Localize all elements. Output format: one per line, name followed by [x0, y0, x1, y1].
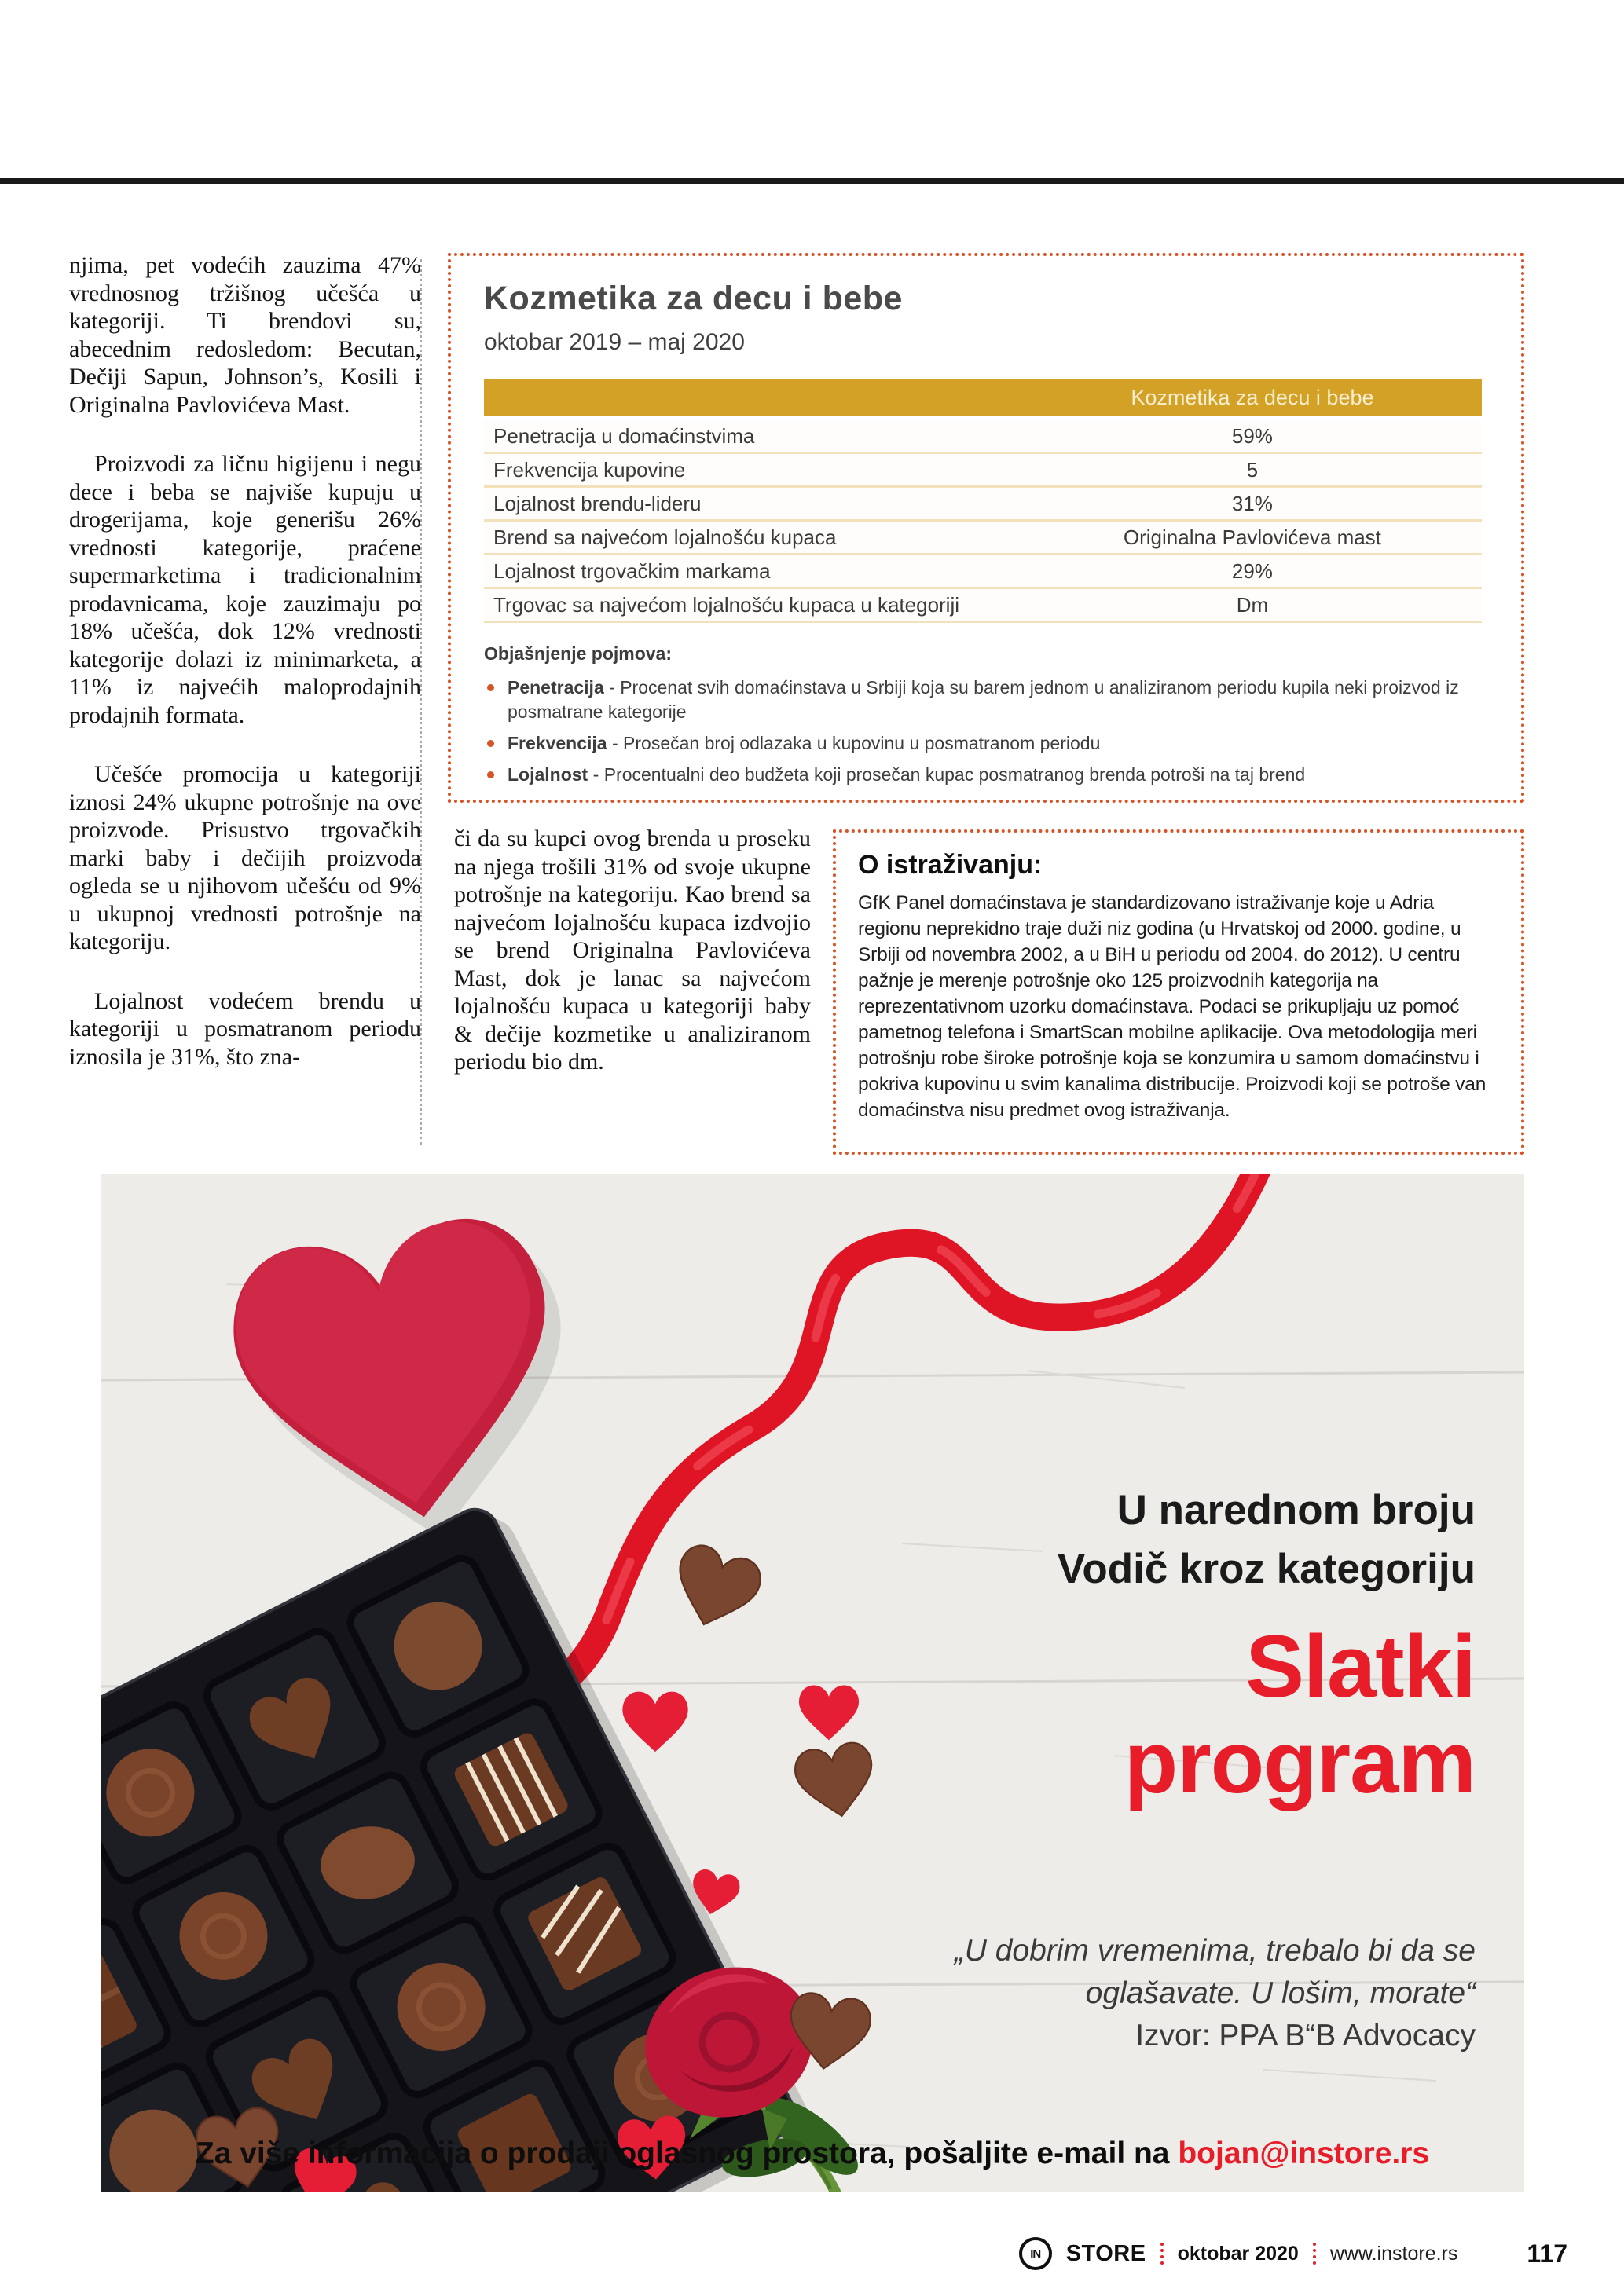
article-paragraph: Lojalnost vodećem brendu u kategoriji u posmatranom periodu iznosila je 31%, što zna-	[69, 987, 421, 1070]
row-value: Originalna Pavlovićeva mast	[1123, 525, 1381, 549]
quote-source: Izvor: PPA B“B Advocacy	[1135, 2019, 1476, 2052]
promo-kicker-line1: U narednom broju	[1116, 1487, 1476, 1533]
glossary-separator: -	[609, 677, 621, 698]
instore-logo-icon: IN	[1019, 2237, 1052, 2270]
promo-headline-line2: program	[1124, 1713, 1476, 1811]
research-box	[833, 829, 1524, 1155]
quote-line2: oglašavate. U lošim, morate“	[1085, 1976, 1476, 2010]
stats-table-header	[484, 379, 1482, 416]
table-row	[484, 522, 1482, 555]
quote-line1: „U dobrim vremenima, trebalo bi da se	[954, 1934, 1476, 1968]
promo-kicker	[1058, 1481, 1476, 1598]
glossary-term: Penetracija	[508, 677, 604, 698]
row-label: Lojalnost trgovačkim markama	[493, 558, 771, 583]
footer-separator	[1160, 2243, 1164, 2265]
contact-text: Za više informacija o prodaji oglasnog prostora, pošaljite e-mail na	[195, 2137, 1179, 2170]
page-number: 117	[1527, 2239, 1567, 2268]
promo-headline	[1124, 1619, 1476, 1811]
glossary-separator: -	[611, 733, 624, 753]
glossary-title: Objašnjenje pojmova:	[484, 643, 672, 664]
footer-separator	[1313, 2243, 1316, 2265]
footer-issue: oktobar 2020	[1177, 2242, 1299, 2265]
research-title: O istraživanju:	[858, 850, 1043, 880]
table-row	[484, 420, 1482, 454]
row-value: Dm	[1236, 592, 1269, 617]
bullet-icon	[487, 684, 494, 691]
glossary-term: Lojalnost	[508, 764, 588, 785]
article-paragraph: či da su kupci ovog brenda u proseku na njega trošili 31% od svoje ukupne potrošnje na kategoriju. Kao brend sa najvećom lojalnošću kupaca izdvojio se brend Originalna Pavlovićeva Mast, dok je lanac sa najvećom lojalnošću kupaca u kategoriji baby & dečije kozmetike u analiziranom periodu bio dm.	[454, 826, 811, 1075]
row-label: Penetracija u domaćinstvima	[493, 423, 755, 448]
promo-headline-line1: Slatki	[1245, 1617, 1476, 1716]
glossary-definition: Procentualni deo budžeta koji prosečan kupac posmatranog brenda potroši na taj brend	[603, 764, 1306, 785]
bullet-icon	[487, 771, 494, 778]
article-paragraph: njima, pet vodećih zauzima 47% vrednosnog tržišnog učešća u kategoriji. Ti brendovi su, abecednim redosledom: Becutan, Dečiji Sapun, Johnson’s, Kosili i Originalna Pavlovićeva Mast.	[69, 252, 421, 418]
footer-website-link[interactable]: www.instore.rs	[1329, 2242, 1458, 2265]
promo-quote	[955, 1930, 1476, 2057]
glossary-item	[484, 763, 1482, 787]
row-label: Brend sa najvećom lojalnošću kupaca	[493, 525, 837, 549]
row-value: 59%	[1231, 423, 1273, 448]
row-value: 29%	[1231, 558, 1273, 583]
row-label: Trgovac sa najvećom lojalnošću kupaca u kategoriji	[493, 592, 960, 617]
glossary-separator: -	[592, 764, 604, 785]
table-row	[484, 488, 1482, 522]
footer-brand: STORE	[1065, 2240, 1146, 2266]
glossary-definition: Prosečan broj odlazaka u kupovinu u posmatranom periodu	[623, 733, 1101, 753]
table-row	[484, 555, 1482, 589]
stats-table-header-label: Kozmetika za decu i bebe	[1131, 386, 1374, 409]
stats-period: oktobar 2019 – maj 2020	[484, 329, 745, 355]
article-column-2	[454, 825, 811, 1076]
promo-kicker-line2: Vodič kroz kategoriju	[1057, 1546, 1476, 1592]
top-rule	[0, 178, 1624, 184]
article-paragraph: Proizvodi za ličnu higijenu i negu dece i beba se najviše kupuju u drogerijama, koje generišu 26% vrednosti kategorije, praćene supermarketima i tradicionalnim prodavnicama, koje zauzimaju po 18% učešća, dok 12% vrednosti kategorije dolazi iz minimarketa, a 11% iz najvećih maloprodajnih prodajnih formata.	[69, 451, 421, 728]
stats-title: Kozmetika za decu i bebe	[484, 280, 903, 317]
glossary-item	[484, 676, 1482, 724]
row-label: Lojalnost brendu-lideru	[493, 491, 702, 515]
stats-box	[448, 253, 1524, 803]
page-footer	[1019, 2237, 1567, 2270]
article-paragraph: Učešće promocija u kategoriji iznosi 24% ukupne potrošnje na ove proizvode. Prisustvo trgovačkih marki baby i dečijih proizvoda ogleda se u njihovom učešću od 9% u ukupnoj vrednosti potrošnje na kategoriju.	[69, 761, 421, 954]
research-body: GfK Panel domaćinstava je standardizovano istraživanje koje u Adria regionu neprekidno traje duži niz godina (u Hrvatskoj od 2000. godine, u Srbiji od novembra 2002, a u BiH u periodu od 2004. do 2012). U centru pažnje je merenje potrošnje oko 125 proizvodnih kategorija na reprezentativnom uzorku domaćinstava. Podaci se prikupljaju uz pomoć pametnog telefona i SmartScan mobilne aplikacije. Ova metodologija meri potrošnju robe široke potrošnje koja se konzumira u samom domaćinstvu i pokriva kupovinu u svim kanalima distribucije. Proizvodi koji se potroše van domaćinstva nisu predmet ovog istraživanja.	[858, 892, 1487, 1121]
row-value: 31%	[1231, 491, 1273, 515]
glossary	[484, 643, 1482, 787]
table-row	[484, 589, 1482, 623]
row-value: 5	[1246, 457, 1259, 482]
glossary-item	[484, 731, 1482, 756]
stats-table	[484, 379, 1482, 623]
bullet-icon	[487, 740, 494, 747]
table-row	[484, 454, 1482, 488]
glossary-definition: Procenat svih domaćinstava u Srbiji koja su barem jednom u analiziranom periodu kupila neki proizvod iz posmatrane kategorije	[508, 677, 1459, 722]
contact-line	[101, 2137, 1524, 2171]
promo-photo	[101, 1174, 1524, 2192]
article-column-1	[69, 251, 421, 1071]
row-label: Frekvencija kupovine	[493, 457, 686, 482]
glossary-term: Frekvencija	[508, 733, 607, 753]
contact-email-link[interactable]: bojan@instore.rs	[1178, 2137, 1430, 2170]
